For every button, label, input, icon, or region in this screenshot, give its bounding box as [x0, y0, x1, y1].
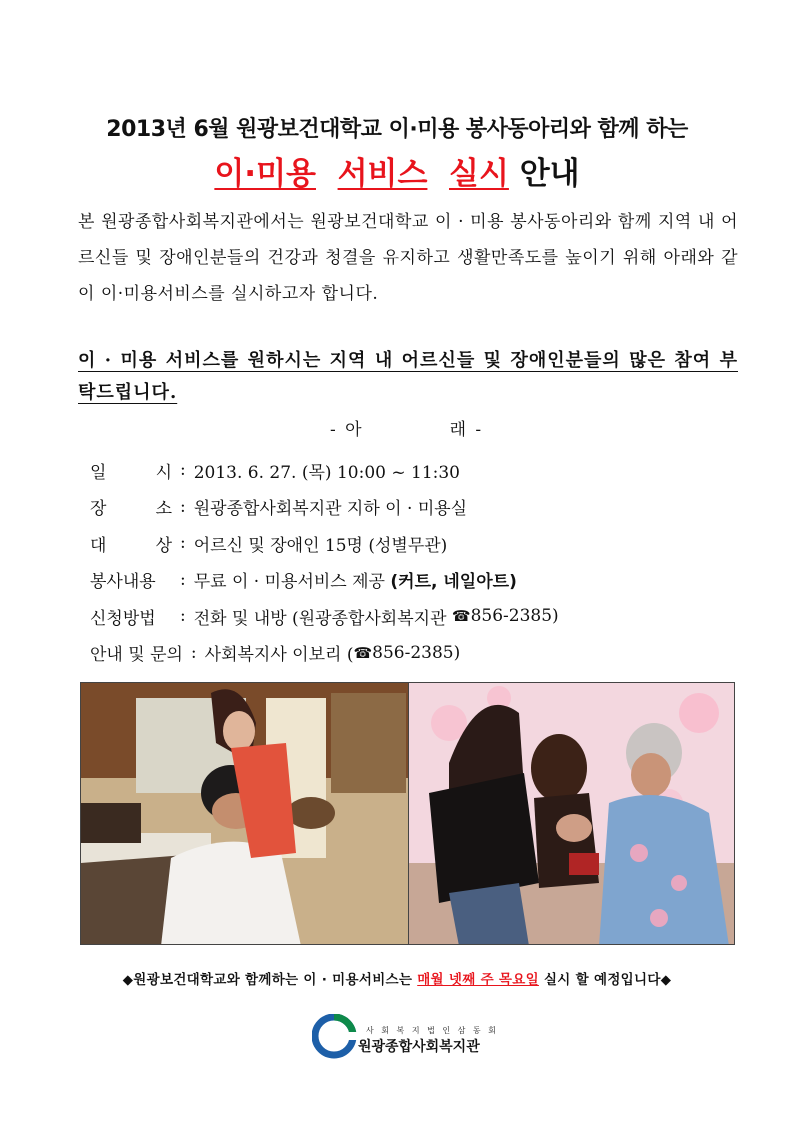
detail-value-end: 856-2385): [372, 642, 461, 663]
logo-subtitle: 사 회 복 지 법 인 삼 동 회: [366, 1026, 499, 1035]
request-paragraph: [78, 345, 738, 409]
detail-label: 신청방법: [90, 608, 156, 629]
title-black: 안내: [519, 156, 580, 192]
ara-left: - 아: [330, 420, 364, 440]
title-red-1: 이·미용: [214, 156, 316, 192]
detail-label: 안내 및 문의: [90, 645, 183, 666]
detail-label: 일 시: [90, 462, 172, 483]
detail-row-apply: 신청방법 : 전화 및 내방 (원광종합사회복지관 ☎ 856-2385): [90, 598, 559, 635]
phone-icon: ☎: [451, 607, 471, 626]
intro-paragraph: 본 원광종합사회복지관에서는 원광보건대학교 이 · 미용 봉사동아리와 함께 지역 내 어르신들 및 장애인분들의 건강과 청결을 유지하고 생활만족도를 높이기 위해 아래와 같이 이·미용서비스를 실시하고자 합니다.: [78, 212, 738, 304]
detail-label: 봉사내용: [90, 572, 156, 593]
ara-right: 래 -: [449, 420, 484, 440]
notice-start: ◆원광보건대학교와 함께하는 이 · 미용서비스는: [122, 972, 418, 988]
phone-icon: ☎: [353, 643, 373, 662]
detail-value: 어르신 및 장애인 15명 (성별무관): [193, 535, 448, 556]
details-list: [90, 452, 559, 671]
detail-row-place: 장 소 : 원광종합사회복지관 지하 이 · 미용실: [90, 489, 559, 526]
detail-value: 2013. 6. 27. (목) 10:00 ~ 11:30: [193, 462, 460, 483]
notice-red: 매월 넷째 주 목요일: [417, 972, 539, 988]
org-logo: [310, 1012, 530, 1060]
photo-strip: [80, 682, 735, 945]
detail-value-bold: (커트, 네일아트): [390, 572, 517, 593]
page-title-line2: [0, 148, 794, 193]
detail-value-end: 856-2385): [470, 606, 559, 627]
detail-value: 원광종합사회복지관 지하 이 · 미용실: [193, 499, 468, 520]
logo-icon: [312, 1014, 358, 1060]
nail-art-photo: [408, 683, 735, 944]
detail-label: 대 상: [90, 535, 172, 556]
detail-row-date: 일 시 : 2013. 6. 27. (목) 10:00 ~ 11:30: [90, 452, 559, 489]
request-text: 이 · 미용 서비스를 원하시는 지역 내 어르신들 및 장애인분들의 많은 참여 부탁드립니다.: [78, 350, 738, 403]
detail-value: 전화 및 내방 (원광종합사회복지관: [193, 608, 447, 629]
page-title-line1: 2013년 6월 원광보건대학교 이·미용 봉사동아리와 함께 하는: [106, 117, 688, 142]
detail-value: 사회복지사 이보리 (: [204, 645, 354, 666]
title-red-3: 실시: [449, 156, 509, 192]
detail-row-target: 대 상 : 어르신 및 장애인 15명 (성별무관): [90, 525, 559, 562]
schedule-notice: [0, 968, 794, 988]
detail-row-contact: 안내 및 문의 : 사회복지사 이보리 ( ☎ 856-2385): [90, 635, 559, 672]
notice-end: 실시 할 예정입니다◆: [538, 972, 672, 988]
haircut-photo: [81, 683, 408, 944]
logo-name: 원광종합사회복지관: [358, 1039, 480, 1055]
ara-heading: [330, 415, 483, 440]
detail-row-content: 봉사내용 : 무료 이 · 미용서비스 제공 (커트, 네일아트): [90, 562, 559, 599]
detail-label: 장 소: [90, 499, 172, 520]
title-red-2: 서비스: [337, 156, 428, 192]
detail-value: 무료 이 · 미용서비스 제공: [193, 572, 385, 593]
